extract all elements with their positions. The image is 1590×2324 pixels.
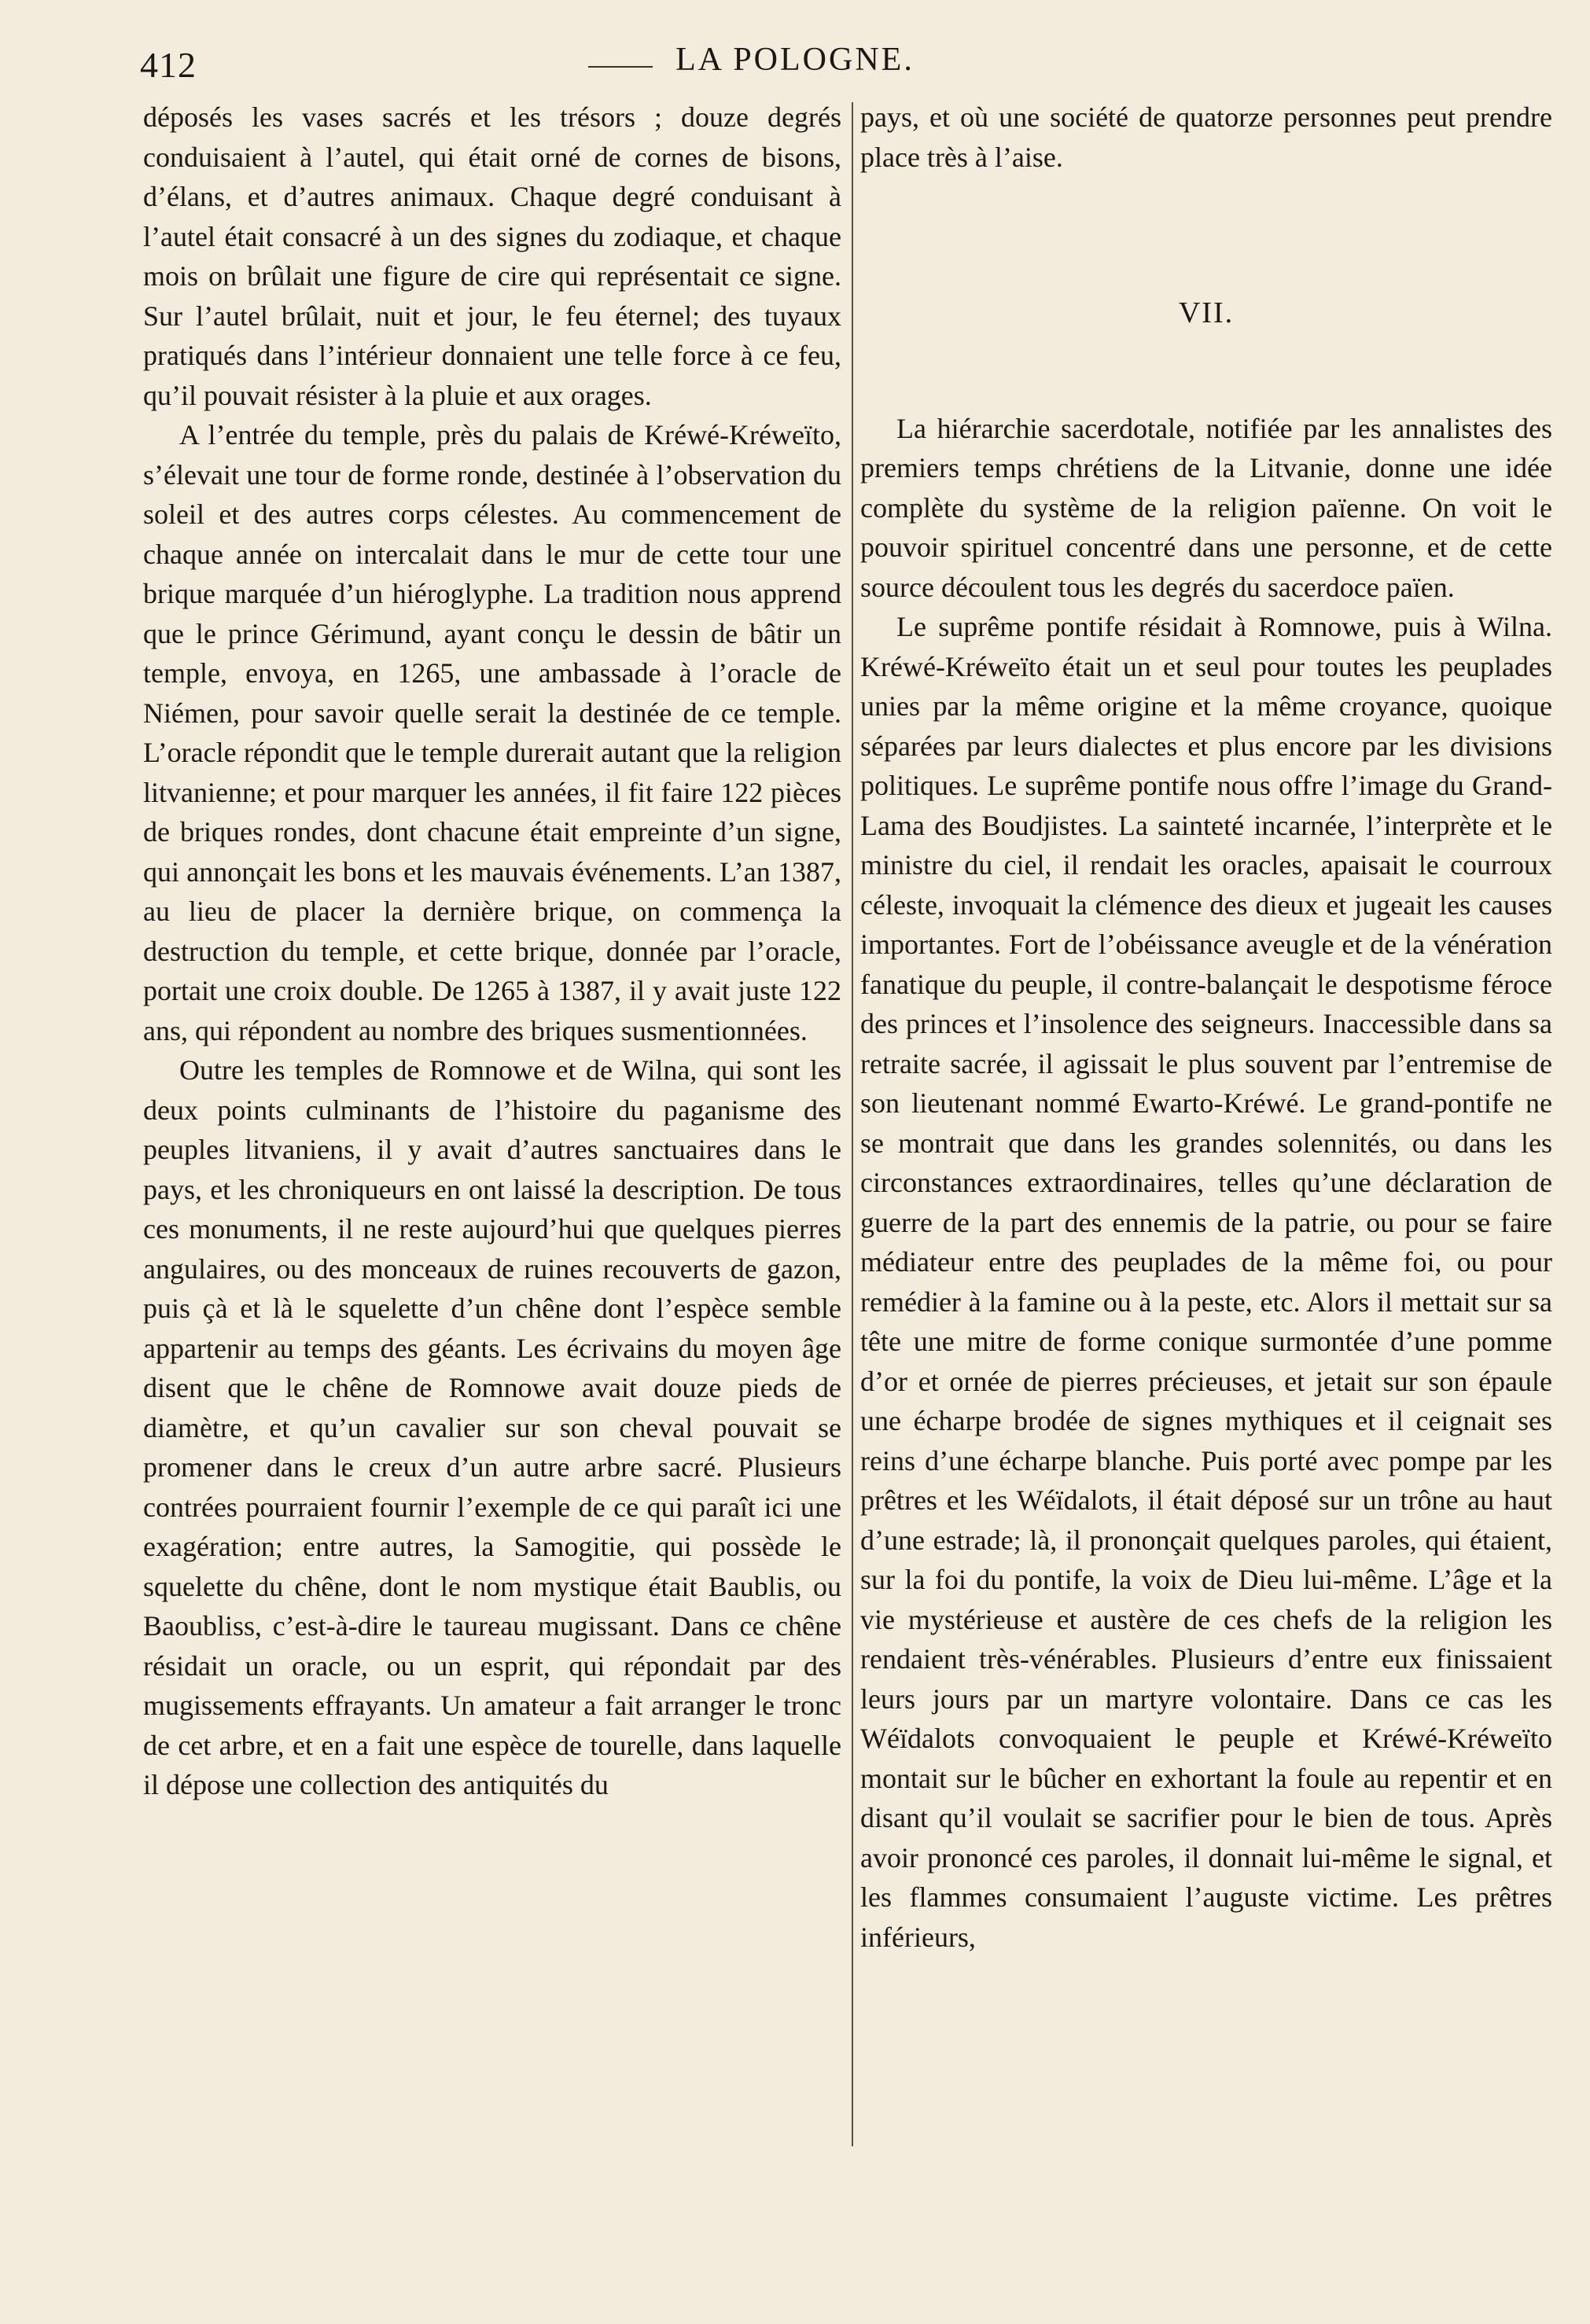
paragraph: Le suprême pontife résidait à Romnowe, puis à Wilna. Kréwé-Kréweïto était un et seul pour toutes les peuplades unies par la même origine et la même croyance, quoique séparées par leurs dialectes et plus encore par les divisions politiques. Le suprême pontife nous offre l’image du Grand-Lama des Boudjistes. La sainteté incarnée, l’interprète et le ministre du ciel, il rendait les oracles, apaisait le courroux céleste, invoquait la clémence des dieux et jugeait les causes importantes. Fort de l’obéissance aveugle et de la vénération fanatique du peuple, il contre-balançait le despotisme féroce des princes et l’insolence des seigneurs. Inaccessible dans sa retraite sacrée, il agissait le plus souvent par l’entremise de son lieutenant nommé Ewarto-Kréwé. Le grand-pontife ne se montrait que dans les grandes solennités, ou dans les circonstances extraordinaires, telles qu’une déclaration de guerre de la part des ennemis de la patrie, ou pour se faire médiateur entre des peuplades de la même foi, ou pour remédier à la famine ou à la peste, etc. Alors il mettait sur sa tête une mitre de forme conique surmontée d’une pomme d’or et ornée de pierres précieuses, et jetait sur son épaule une écharpe brodée de signes mythiques et il ceignait ses reins d’une écharpe blanche. Puis porté avec pompe par les prêtres et les Wéïdalots, il était déposé sur un trône au haut d’une estrade; là, il prononçait quelques paroles, qui étaient, sur la foi du pontife, la voix de Dieu lui-même. L’âge et la vie mystérieuse et austère de ces chefs de la religion les rendaient très-vénérables. Plusieurs d’entre eux finissaient leurs jours par un martyre volontaire. Dans ce cas les Wéïdalots convoquaient le peuple et Kréwé-Kréweïto montait sur le bûcher en exhortant la foule au repentir et en disant qu’il voulait se sacrifier pour le bien de tous. Après avoir prononcé ces paroles, il donnait lui-même le signal, et les flammes consumaient l’auguste victime. Les prêtres inférieurs, bbox=[860, 611, 1552, 1953]
paragraph-continuation: pays, et où une société de quatorze personnes peut prendre place très à l’aise. bbox=[860, 101, 1552, 173]
right-column bbox=[860, 97, 1552, 1957]
paragraph: La hiérarchie sacerdotale, notifiée par les annalistes des premiers temps chrétiens de la Litvanie, donne une idée complète du système de la religion païenne. On voit le pouvoir spirituel concentré dans une personne, et de cette source découlent tous les degrés du sacerdoce païen. bbox=[860, 412, 1552, 603]
left-column bbox=[143, 97, 841, 1805]
paragraph: A l’entrée du temple, près du palais de Kréwé-Kréweïto, s’élevait une tour de forme ronde, destinée à l’observation du soleil et des autres corps célestes. Au commencement de chaque année on intercalait dans le mur de cette tour une brique marquée d’un hiéroglyphe. La tradition nous apprend que le prince Gérimund, ayant conçu le dessin de bâtir un temple, envoya, en 1265, une ambassade à l’oracle de Niémen, pour savoir quelle serait la destinée de ce temple. L’oracle répondit que le temple durerait autant que la religion litvanienne; et pour marquer les années, il fit faire 122 pièces de briques rondes, dont chacune était empreinte d’un signe, qui annonçait les bons et les mauvais événements. L’an 1387, au lieu de placer la dernière brique, on commença la destruction du temple, et cette brique, donnée par l’oracle, portait une croix double. De 1265 à 1387, il y avait juste 122 ans, qui répondent au nombre des briques susmentionnées. bbox=[143, 419, 841, 1046]
paragraph: déposés les vases sacrés et les trésors ; douze degrés conduisaient à l’autel, qui était orné de cornes de bisons, d’élans, et d’autres animaux. Chaque degré conduisant à l’autel était consacré à un des signes du zodiaque, et chaque mois on brûlait une figure de cire qui représentait ce signe. Sur l’autel brûlait, nuit et jour, le feu éternel; des tuyaux pratiqués dans l’intérieur donnaient une telle force à ce feu, qu’il pouvait résister à la pluie et aux orages. bbox=[143, 101, 841, 411]
section-heading: VII. bbox=[1178, 296, 1235, 329]
page-number: 412 bbox=[140, 45, 197, 85]
paragraph: Outre les temples de Romnowe et de Wilna, qui sont les deux points culminants de l’histoire du paganisme des peuples litvaniens, il y avait d’autres sanctuaires dans le pays, et les chroniqueurs en ont laissé la description. De tous ces monuments, il ne reste aujourd’hui que quelques pierres angulaires, ou des monceaux de ruines recouverts de gazon, puis çà et là le squelette d’un chêne dont l’espèce semble appartenir au temps des géants. Les écrivains du moyen âge disent que le chêne de Romnowe avait douze pieds de diamètre, et qu’un cavalier sur son cheval pouvait se promener dans le creux d’un autre arbre sacré. Plusieurs contrées pourraient fournir l’exemple de ce qui paraît ici une exagération; entre autres, la Samogitie, qui possède le squelette du chêne, dont le nom mystique était Baublis, ou Baoubliss, c’est-à-dire le taureau mugissant. Dans ce chêne résidait un oracle, ou un esprit, qui répondait par des mugissements effrayants. Un amateur a fait arranger le tronc de cet arbre, et en a fait une espèce de tourelle, dans laquelle il dépose une collection des antiquités du bbox=[143, 1054, 841, 1800]
running-title: LA POLOGNE. bbox=[675, 42, 915, 78]
column-rule bbox=[852, 102, 853, 2146]
